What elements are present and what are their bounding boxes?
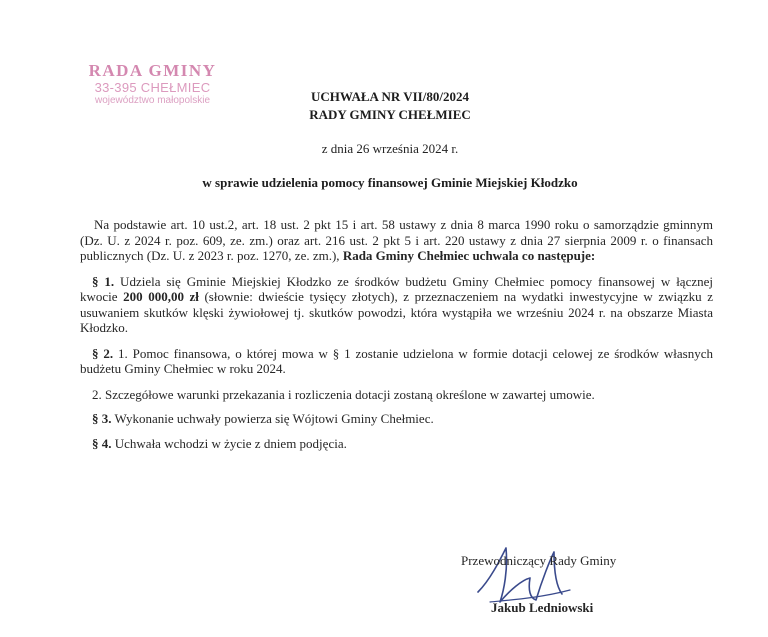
section-2-point-1 bbox=[80, 346, 713, 377]
section-3-label: § 3. bbox=[92, 411, 112, 426]
legal-basis-enacting-clause: Rada Gminy Chełmiec uchwala co następuje: bbox=[342, 248, 596, 263]
section-2-point-2 bbox=[80, 387, 713, 403]
section-1-amount: 200 000,00 zł bbox=[123, 289, 199, 304]
stamp-line-3: województwo małopolskie bbox=[94, 95, 211, 107]
council-stamp bbox=[70, 62, 235, 107]
resolution-body-text bbox=[80, 217, 713, 460]
section-1-text-a: Udziela się Gminie Miejskiej Kłodzko ze środków budżetu Gminy Chełmiec pomocy finansowej w łącznej kwocie bbox=[80, 273, 713, 304]
resolution-title: UCHWAŁA NR VII/80/2024 bbox=[311, 89, 469, 104]
section-1-label: § 1. bbox=[92, 273, 115, 289]
stamp-line-1: RADA GMINY bbox=[88, 61, 217, 80]
legal-basis-text: Na podstawie art. 10 ust.2, art. 18 ust. 2 pkt 15 i art. 58 ustawy z dnia 8 marca 1990 roku o samorządzie gminnym (Dz. U. z 2024 r. poz. 609, ze. zm.) oraz art. 216 ust. 2 pkt 5 i art. 220 ustawy z dnia 27 sierpnia 2009 r. o finansach publicznych (Dz. U. z 2023 r. poz. 1270, ze. zm.), bbox=[80, 217, 713, 263]
section-4-label: § 4. bbox=[92, 435, 112, 451]
section-1-text-b: (słownie: dwieście tysięcy złotych), z przeznaczeniem na wydatki inwestycyjne w związku z usuwaniem skutków klęski żywiołowej tj. skutków powodzi, która wystąpiła we wrześniu 2024 r. na obszarze Miasta Kłodzko. bbox=[80, 289, 713, 335]
section-4-text: Uchwała wchodzi w życie z dniem podjęcia. bbox=[111, 435, 347, 451]
section-1 bbox=[80, 274, 713, 336]
resolution-header bbox=[240, 88, 540, 124]
legal-basis-paragraph bbox=[80, 217, 713, 264]
section-3-text: Wykonanie uchwały powierza się Wójtowi Gminy Chełmiec. bbox=[111, 411, 434, 426]
section-2-label: § 2. bbox=[92, 345, 114, 361]
stamp-line-2: 33-395 CHEŁMIEC bbox=[94, 79, 211, 95]
signatory-name: Jakub Ledniowski bbox=[491, 600, 594, 615]
resolution-body: RADY GMINY CHEŁMIEC bbox=[309, 107, 471, 122]
signatory-title: Przewodniczący Rady Gminy bbox=[461, 553, 617, 568]
section-2-text-2: 2. Szczegółowe warunki przekazania i rozliczenia dotacji zostaną określone w zawartej umowie. bbox=[92, 386, 595, 402]
resolution-subject: w sprawie udzielenia pomocy finansowej Gminie Miejskiej Kłodzko bbox=[202, 175, 578, 190]
section-2-text-1: 1. Pomoc finansowa, o której mowa w § 1 zostanie udzielona w formie dotacji celowej ze środków własnych budżetu Gminy Chełmiec w roku 2024. bbox=[80, 345, 713, 376]
section-4 bbox=[80, 436, 713, 452]
section-3 bbox=[80, 411, 713, 427]
resolution-date: z dnia 26 września 2024 r. bbox=[321, 141, 459, 156]
